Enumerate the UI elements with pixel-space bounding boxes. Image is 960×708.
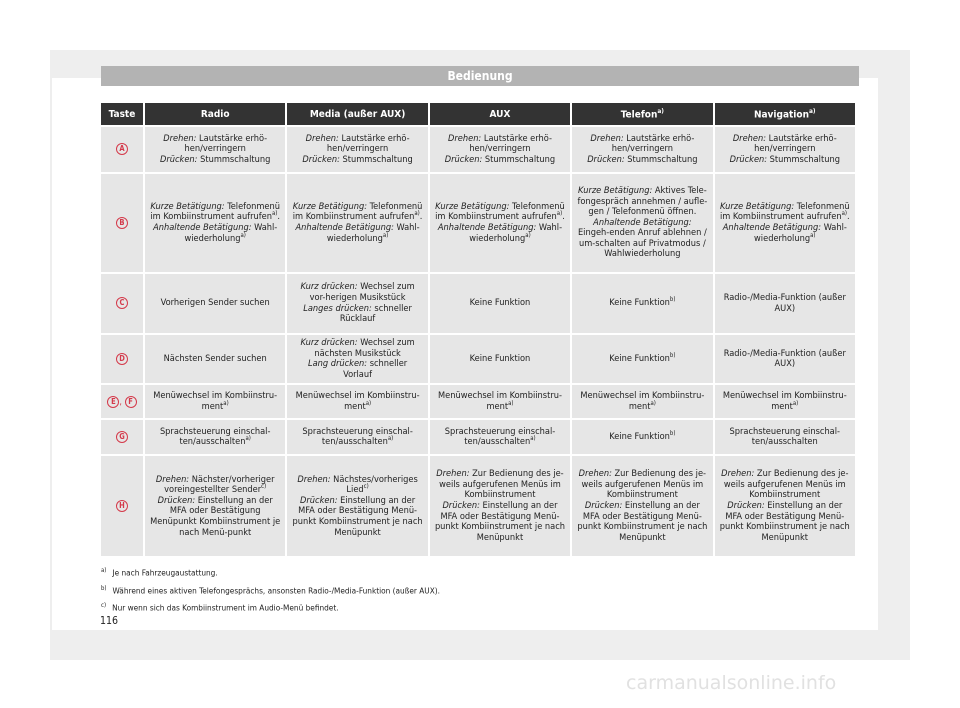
column-header-navigation: Navigation$^{a)}$ (715, 103, 855, 125)
key-f-icon: F (125, 396, 137, 408)
key-d-icon: D (116, 353, 128, 365)
table-cell: Sprachsteuerung einschal-ten/ausschalten$^{a)}$ (287, 420, 427, 454)
table-row (101, 456, 855, 556)
table-cell: Menüwechsel im Kombiinstru-ment$^{a)}$ (430, 385, 570, 418)
table-cell: Kurz drücken: Wechsel zum nächsten Musikstück Lang drücken: schneller Vorlauf (287, 335, 427, 383)
table-cell: Kurze Betätigung: Telefonmenü im Kombiinstrument aufrufen$^{a)}$. Anhaltende Betätigung: Wahl-wiederholung$^{a)}$ (145, 174, 285, 272)
table-cell: Kurze Betätigung: Telefonmenü im Kombiinstrument aufrufen$^{a)}$. Anhaltende Betätigung: Wahl-wiederholung$^{a)}$ (287, 174, 427, 272)
table-cell: Keine Funktion (430, 274, 570, 333)
key-g-icon: G (116, 431, 128, 443)
footnote: $^{c)}$ Nur wenn sich das Kombiinstrument im Audio-Menü befindet. (101, 602, 339, 614)
watermark: carmanualsonline.info (626, 672, 837, 694)
column-header-taste: Taste (101, 103, 143, 125)
table-cell: Menüwechsel im Kombiinstru-ment$^{a)}$ (715, 385, 855, 418)
key-b-icon: B (116, 217, 128, 229)
table-cell: Drehen: Lautstärke erhö-hen/verringern Drücken: Stummschaltung (145, 127, 285, 172)
table-cell: Drehen: Lautstärke erhö-hen/verringern Drücken: Stummschaltung (572, 127, 712, 172)
table-cell: Menüwechsel im Kombiinstru-ment$^{a)}$ (572, 385, 712, 418)
table-cell: Sprachsteuerung einschal-ten/ausschalten (715, 420, 855, 454)
table-row (101, 385, 855, 418)
table-cell: Sprachsteuerung einschal-ten/ausschalten$^{a)}$ (430, 420, 570, 454)
column-header-media: Media (außer AUX) (287, 103, 427, 125)
table-cell: Drehen: Zur Bedienung des je-weils aufgerufenen Menüs im Kombiinstrument Drücken: Einstellung an der MFA oder Bestätigung Menü-punkt Kombiinstrument je nach Menüpunkt (430, 456, 570, 556)
column-header-telefon: Telefon$^{a)}$ (572, 103, 712, 125)
table-cell: Drehen: Lautstärke erhö-hen/verringern Drücken: Stummschaltung (715, 127, 855, 172)
key-c-icon: C (116, 297, 128, 309)
table-cell: Kurze Betätigung: Aktives Tele-fongespräch annehmen / aufle-gen / Telefonmenü öffnen. Anhaltende Betätigung: Eingeh-enden Anruf ablehnen / um-schalten auf Privatmodus / Wahlwiederholung (572, 174, 712, 272)
controls-table (99, 101, 857, 558)
table-cell: Menüwechsel im Kombiinstru-ment$^{a)}$ (145, 385, 285, 418)
column-header-aux: AUX (430, 103, 570, 125)
table-cell: Sprachsteuerung einschal-ten/ausschalten$^{a)}$ (145, 420, 285, 454)
footnote: $^{a)}$ Je nach Fahrzeugaustattung. (101, 567, 218, 578)
key-cell (101, 335, 143, 383)
table-header-row (101, 103, 855, 125)
table-cell: Drehen: Lautstärke erhö-hen/verringern Drücken: Stummschaltung (430, 127, 570, 172)
table-cell: Drehen: Nächstes/vorheriges Lied$^{c)}$ Drücken: Einstellung an der MFA oder Bestätigung Menü-punkt Kombiinstrument je nach Menüpunkt (287, 456, 427, 556)
key-cell (101, 127, 143, 172)
table-cell: Drehen: Zur Bedienung des je-weils aufgerufenen Menüs im Kombiinstrument Drücken: Einstellung an der MFA oder Bestätigung Menü-punkt Kombiinstrument je nach Menüpunkt (715, 456, 855, 556)
table-row (101, 420, 855, 454)
table-row (101, 335, 855, 383)
footnotes (101, 563, 440, 616)
key-e-icon: E (107, 396, 119, 408)
table-cell: Keine Funktion$^{b)}$ (572, 420, 712, 454)
page-number: 116 (100, 615, 119, 627)
key-cell (101, 274, 143, 333)
table-cell: Keine Funktion$^{b)}$ (572, 274, 712, 333)
table-cell: Radio-/Media-Funktion (außer AUX) (715, 274, 855, 333)
key-cell (101, 174, 143, 272)
section-title: Bedienung (101, 66, 859, 86)
table-cell: Vorherigen Sender suchen (145, 274, 285, 333)
footnote: $^{b)}$ Während eines aktiven Telefongesprächs, ansonsten Radio-/Media-Funktion (außer AUX). (101, 584, 440, 596)
table-cell: Menüwechsel im Kombiinstru-ment$^{a)}$ (287, 385, 427, 418)
key-cell (101, 420, 143, 454)
table-cell: Drehen: Lautstärke erhö-hen/verringern Drücken: Stummschaltung (287, 127, 427, 172)
table-cell: Kurz drücken: Wechsel zum vor-herigen Musikstück Langes drücken: schneller Rücklauf (287, 274, 427, 333)
key-cell: E , F (101, 385, 143, 418)
column-header-radio: Radio (145, 103, 285, 125)
table-cell: Drehen: Zur Bedienung des je-weils aufgerufenen Menüs im Kombiinstrument Drücken: Einstellung an der MFA oder Bestätigung Menü-punkt Kombiinstrument je nach Menüpunkt (572, 456, 712, 556)
table-cell: Radio-/Media-Funktion (außer AUX) (715, 335, 855, 383)
table-cell: Keine Funktion$^{b)}$ (572, 335, 712, 383)
table-row (101, 127, 855, 172)
table-cell: Drehen: Nächster/vorheriger voreingestellter Sender$^{c)}$ Drücken: Einstellung an der MFA oder Bestätigung Menüpunkt Kombiinstrument je nach Menü-punkt (145, 456, 285, 556)
table-cell: Nächsten Sender suchen (145, 335, 285, 383)
key-a-icon: A (116, 143, 128, 155)
table-row (101, 274, 855, 333)
key-cell (101, 456, 143, 556)
table-cell: Keine Funktion (430, 335, 570, 383)
table-row (101, 174, 855, 272)
table-cell: Kurze Betätigung: Telefonmenü im Kombiinstrument aufrufen$^{a)}$. Anhaltende Betätigung: Wahl-wiederholung$^{a)}$ (715, 174, 855, 272)
table-cell: Kurze Betätigung: Telefonmenü im Kombiinstrument aufrufen$^{a)}$. Anhaltende Betätigung: Wahl-wiederholung$^{a)}$ (430, 174, 570, 272)
key-h-icon: H (116, 500, 128, 512)
